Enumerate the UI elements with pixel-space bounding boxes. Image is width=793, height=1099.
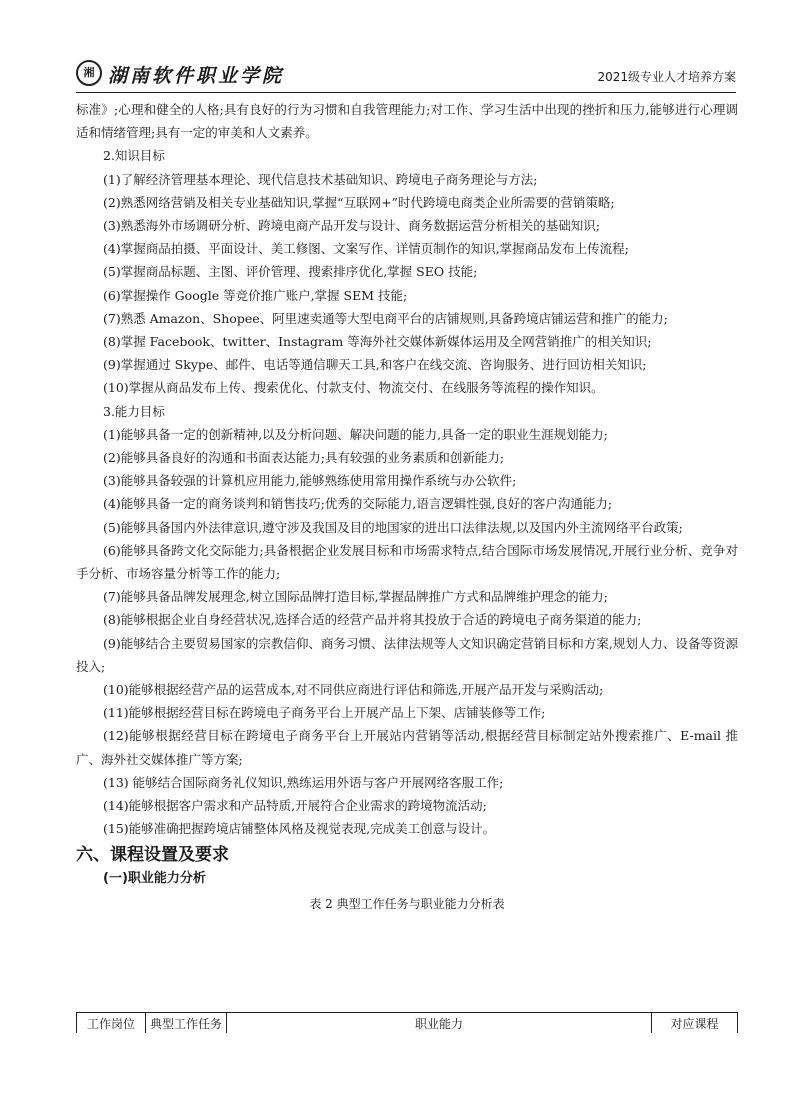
table-header-cell: 典型工作任务 (146, 1013, 227, 1034)
table-header-cell: 职业能力 (227, 1013, 652, 1034)
heading-ability-goals: 3.能力目标 (103, 403, 165, 419)
list-item: (3)熟悉海外市场调研分析、跨境电商产品开发与设计、商务数据运营分析相关的基础知识; (103, 218, 600, 234)
list-item: (11)能够根据经营目标在跨境电子商务平台上开展产品上下架、店铺装修等工作; (103, 705, 546, 721)
document-title: 2021级专业人才培养方案 (597, 70, 736, 84)
school-name: 湖南软件职业学院 (108, 65, 285, 87)
document-body (76, 98, 738, 915)
table-caption: 表 2 典型工作任务与职业能力分析表 (309, 896, 505, 911)
list-item: (2)熟悉网络营销及相关专业基础知识,掌握“互联网+”时代跨境电商类企业所需要的营销策略; (103, 194, 615, 210)
table-header-row (77, 1013, 738, 1034)
list-item: (14)能够根据客户需求和产品特质,开展符合企业需求的跨境物流活动; (103, 798, 487, 814)
list-item: (7)能够具备品牌发展理念,树立国际品牌打造目标,掌握品牌推广方式和品牌维护理念的能力; (103, 589, 608, 605)
list-item: (5)能够具备国内外法律意识,遵守涉及我国及目的地国家的进出口法律法规,以及国内外主流网络平台政策; (103, 519, 683, 535)
table-header-cell: 对应课程 (652, 1013, 738, 1034)
list-item: (8)能够根据企业自身经营状况,选择合适的经营产品并将其投放于合适的跨境电子商务渠道的能力; (103, 612, 642, 628)
list-item: (3)能够具备较强的计算机应用能力,能够熟练使用常用操作系统与办公软件; (103, 473, 517, 489)
list-item: (13) 能够结合国际商务礼仪知识,熟练运用外语与客户开展网络客服工作; (103, 774, 504, 790)
list-item: (6)掌握操作 Google 等竞价推广账户,掌握 SEM 技能; (103, 287, 408, 303)
paragraph: 标准》;心理和健全的人格;具有良好的行为习惯和自我管理能力;对工作、学习生活中出现的挫折和压力,能够进行心理调适和情绪管理;具有一定的审美和人文素养。 (76, 102, 738, 141)
section-title: 六、课程设置及要求 (76, 844, 229, 865)
list-item: (8)掌握 Facebook、twitter、Instagram 等海外社交媒体新媒体运用及全网营销推广的相关知识; (103, 334, 652, 350)
list-item: (12)能够根据经营目标在跨境电子商务平台上开展站内营销等活动,根据经营目标制定站外搜索推广、E-mail 推广、海外社交媒体推广等方案; (76, 728, 738, 767)
list-item: (2)能够具备良好的沟通和书面表达能力;具有较强的业务素质和创新能力; (103, 450, 505, 466)
list-item: (15)能够准确把握跨境店铺整体风格及视觉表现,完成美工创意与设计。 (103, 821, 496, 837)
list-item: (10)能够根据经营产品的运营成本,对不同供应商进行评估和筛选,开展产品开发与采购活动; (103, 682, 604, 698)
page-header (76, 58, 736, 93)
school-logo-icon: 湘 (76, 60, 102, 86)
list-item: (1)能够具备一定的创新精神,以及分析问题、解决问题的能力,具备一定的职业生涯规划能力; (103, 426, 608, 442)
list-item: (1)了解经济管理基本理论、现代信息技术基础知识、跨境电子商务理论与方法; (103, 171, 538, 187)
ability-analysis-table (76, 1012, 738, 1033)
list-item: (5)掌握商品标题、主图、评价管理、搜索排序优化,掌握 SEO 技能; (103, 264, 478, 280)
list-item: (6)能够具备跨文化交际能力;具备根据企业发展目标和市场需求特点,结合国际市场发展情况,开展行业分析、竞争对手分析、市场容量分析等工作的能力; (76, 542, 738, 582)
list-item: (9)掌握通过 Skype、邮件、电话等通信聊天工具,和客户在线交流、咨询服务、进行回访相关知识; (103, 357, 647, 373)
list-item: (4)掌握商品拍摄、平面设计、美工修图、文案写作、详情页制作的知识,掌握商品发布上传流程; (103, 241, 629, 257)
table-header-cell: 工作岗位 (77, 1013, 146, 1034)
subsection-title: (一)职业能力分析 (103, 870, 206, 886)
heading-knowledge-goals: 2.知识目标 (103, 148, 165, 164)
list-item: (9)能够结合主要贸易国家的宗教信仰、商务习惯、法律法规等人文知识确定营销目标和方案,规划人力、设备等资源投入; (76, 635, 738, 674)
list-item: (10)掌握从商品发布上传、搜索优化、付款支付、物流交付、在线服务等流程的操作知识。 (103, 380, 604, 396)
list-item: (7)熟悉 Amazon、Shopee、阿里速卖通等大型电商平台的店铺规则,具备跨境店铺运营和推广的能力; (103, 310, 668, 326)
list-item: (4)能够具备一定的商务谈判和销售技巧;优秀的交际能力,语言逻辑性强,良好的客户沟通能力; (103, 496, 613, 512)
